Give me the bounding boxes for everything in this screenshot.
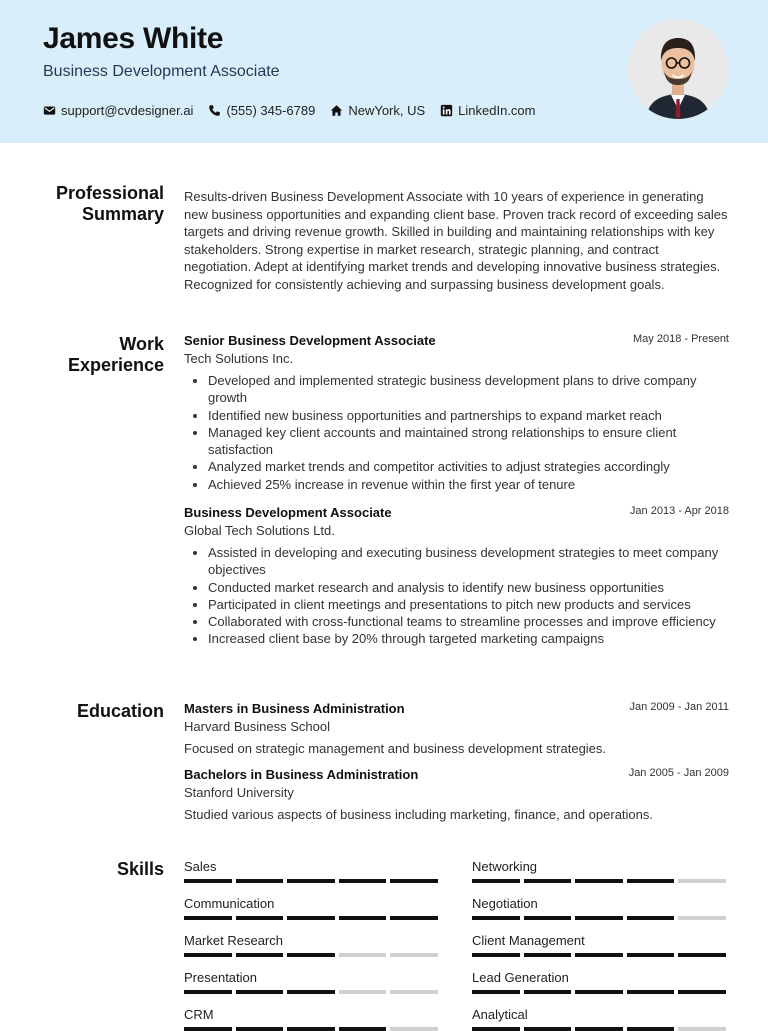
list-item: • Achieved 25% increase in revenue within the first year of tenure xyxy=(208,476,729,493)
skill-item xyxy=(472,970,730,994)
skill-segment-filled xyxy=(627,879,675,883)
linkedin-text: LinkedIn.com xyxy=(458,102,536,118)
skill-segment-filled xyxy=(236,879,284,883)
skill-segment-filled xyxy=(390,916,438,920)
skill-segment-filled xyxy=(184,879,232,883)
email-text: support@cvdesigner.ai xyxy=(61,102,194,118)
contact-location xyxy=(330,103,425,118)
education-description: Focused on strategic management and business development strategies. xyxy=(184,741,607,756)
skill-item xyxy=(472,1007,730,1031)
skill-name: Market Research xyxy=(184,933,283,948)
list-item: • Developed and implemented strategic business development plans to drive company growth xyxy=(208,372,729,407)
skill-segment-filled xyxy=(627,990,675,994)
list-item: • Collaborated with cross-functional teams to streamline processes and improve efficiency xyxy=(208,613,729,630)
skill-segment-empty xyxy=(339,953,387,957)
education-dates: Jan 2005 - Jan 2009 xyxy=(628,767,729,779)
list-item: • Identified new business opportunities and partnerships to expand market reach xyxy=(208,407,729,424)
skill-segment-empty xyxy=(390,1027,438,1031)
list-item: • Assisted in developing and executing business development strategies to meet company objectives xyxy=(208,544,729,579)
skills-section-title: Skills xyxy=(116,859,164,879)
skill-segment-filled xyxy=(524,916,572,920)
skill-name: Communication xyxy=(184,896,275,911)
envelope-icon xyxy=(43,104,56,117)
home-icon xyxy=(330,104,343,117)
skill-segment-filled xyxy=(575,953,623,957)
skill-item xyxy=(184,896,442,920)
skill-level-bar xyxy=(472,879,730,883)
skill-segment-filled xyxy=(236,990,284,994)
skill-segment-filled xyxy=(339,879,387,883)
skill-segment-filled xyxy=(524,1027,572,1031)
skill-name: Negotiation xyxy=(472,896,538,911)
skill-segment-filled xyxy=(236,916,284,920)
skill-segment-filled xyxy=(627,916,675,920)
skill-item xyxy=(184,933,442,957)
skill-level-bar xyxy=(472,1027,730,1031)
degree-title: Masters in Business Administration xyxy=(184,701,405,716)
skill-name: Networking xyxy=(472,859,538,874)
skill-segment-filled xyxy=(236,953,284,957)
phone-text: (555) 345-6789 xyxy=(226,102,316,118)
job-position: Senior Business Development Associate xyxy=(184,333,436,348)
skill-segment-filled xyxy=(472,1027,520,1031)
skill-segment-empty xyxy=(339,990,387,994)
skill-level-bar xyxy=(184,953,442,957)
skill-segment-filled xyxy=(287,916,335,920)
education-entry xyxy=(184,767,729,823)
experience-entry xyxy=(184,505,729,648)
experience-entry xyxy=(184,333,729,493)
job-title: Business Development Associate xyxy=(43,63,280,80)
contact-phone[interactable] xyxy=(208,103,315,118)
skill-name: Lead Generation xyxy=(472,970,569,985)
skill-segment-filled xyxy=(575,1027,623,1031)
skill-segment-empty xyxy=(390,953,438,957)
list-item: • Increased client base by 20% through targeted marketing campaigns xyxy=(208,630,729,647)
candidate-name: James White xyxy=(43,22,224,55)
skill-segment-filled xyxy=(472,879,520,883)
skill-segment-filled xyxy=(184,953,232,957)
skill-segment-filled xyxy=(678,953,726,957)
list-item: • Participated in client meetings and presentations to pitch new products and services xyxy=(208,596,729,613)
skill-segment-filled xyxy=(472,916,520,920)
contact-row xyxy=(43,101,551,119)
skill-segment-filled xyxy=(472,953,520,957)
skill-name: CRM xyxy=(184,1007,214,1022)
skill-item xyxy=(184,970,442,994)
skill-level-bar xyxy=(184,916,442,920)
skill-segment-filled xyxy=(524,990,572,994)
education-entry xyxy=(184,701,729,757)
skill-level-bar xyxy=(184,879,442,883)
school-name: Harvard Business School xyxy=(184,719,330,734)
skill-segment-filled xyxy=(184,990,232,994)
job-dates: Jan 2013 - Apr 2018 xyxy=(629,505,729,517)
location-text: NewYork, US xyxy=(348,102,426,118)
job-dates: May 2018 - Present xyxy=(633,333,729,345)
skill-level-bar xyxy=(472,990,730,994)
summary-section xyxy=(184,188,729,293)
skill-segment-filled xyxy=(236,1027,284,1031)
skill-segment-filled xyxy=(575,879,623,883)
skill-segment-filled xyxy=(184,916,232,920)
skill-segment-filled xyxy=(390,879,438,883)
skill-segment-empty xyxy=(678,916,726,920)
contact-email[interactable] xyxy=(43,103,193,118)
job-company: Tech Solutions Inc. xyxy=(184,351,294,366)
skill-name: Sales xyxy=(184,859,217,874)
skill-segment-filled xyxy=(524,879,572,883)
profile-photo xyxy=(628,19,728,119)
skill-item xyxy=(472,933,730,957)
list-item: • Analyzed market trends and competitor activities to adjust strategies accordingly xyxy=(208,458,729,475)
skill-name: Client Management xyxy=(472,933,585,948)
skill-segment-filled xyxy=(472,990,520,994)
job-bullets xyxy=(184,372,729,493)
skill-segment-filled xyxy=(287,990,335,994)
skill-segment-filled xyxy=(184,1027,232,1031)
skill-segment-empty xyxy=(390,990,438,994)
skill-name: Presentation xyxy=(184,970,257,985)
experience-section-title: Work Experience xyxy=(67,334,164,375)
skill-segment-empty xyxy=(678,879,726,883)
skill-level-bar xyxy=(184,1027,442,1031)
skill-level-bar xyxy=(472,916,730,920)
skill-item xyxy=(184,1007,442,1031)
skill-segment-filled xyxy=(678,990,726,994)
skill-segment-filled xyxy=(575,916,623,920)
degree-title: Bachelors in Business Administration xyxy=(184,767,419,782)
school-name: Stanford University xyxy=(184,785,294,800)
skill-segment-filled xyxy=(524,953,572,957)
skill-segment-filled xyxy=(287,879,335,883)
skill-name: Analytical xyxy=(472,1007,528,1022)
list-item: • Conducted market research and analysis to identify new business opportunities xyxy=(208,579,729,596)
skill-item xyxy=(472,859,730,883)
header-banner xyxy=(0,0,768,143)
skill-item xyxy=(472,896,730,920)
skill-segment-filled xyxy=(339,1027,387,1031)
contact-linkedin[interactable] xyxy=(440,103,535,118)
list-item: • Managed key client accounts and maintained strong relationships to ensure client satisfaction xyxy=(208,424,729,459)
skill-segment-filled xyxy=(627,1027,675,1031)
skill-segment-filled xyxy=(575,990,623,994)
skill-segment-empty xyxy=(678,1027,726,1031)
skill-level-bar xyxy=(472,953,730,957)
skill-segment-filled xyxy=(627,953,675,957)
linkedin-icon xyxy=(440,104,453,117)
job-position: Business Development Associate xyxy=(184,505,392,520)
phone-icon xyxy=(208,104,221,117)
education-description: Studied various aspects of business including marketing, finance, and operations. xyxy=(184,807,654,822)
summary-section-title: Professional Summary xyxy=(55,183,164,224)
job-company: Global Tech Solutions Ltd. xyxy=(184,523,335,538)
education-section-title: Education xyxy=(76,701,164,721)
job-bullets xyxy=(184,544,729,648)
summary-text: Results-driven Business Development Associate with 10 years of experience in generating new business opportunities and expanding client base. Proven track record of exceeding sales targets and driving revenue growth. Skilled in building and maintaining relationships with key stakeholders. Strong expertise in market research, strategic planning, and contract negotiation. Adept at identifying market trends and developing innovative business strategies. Recognized for consistently achieving and surpassing business development goals. xyxy=(184,189,728,292)
skill-item xyxy=(184,859,442,883)
skill-level-bar xyxy=(184,990,442,994)
skill-segment-filled xyxy=(339,916,387,920)
skill-segment-filled xyxy=(287,953,335,957)
skill-segment-filled xyxy=(287,1027,335,1031)
education-dates: Jan 2009 - Jan 2011 xyxy=(629,701,729,713)
